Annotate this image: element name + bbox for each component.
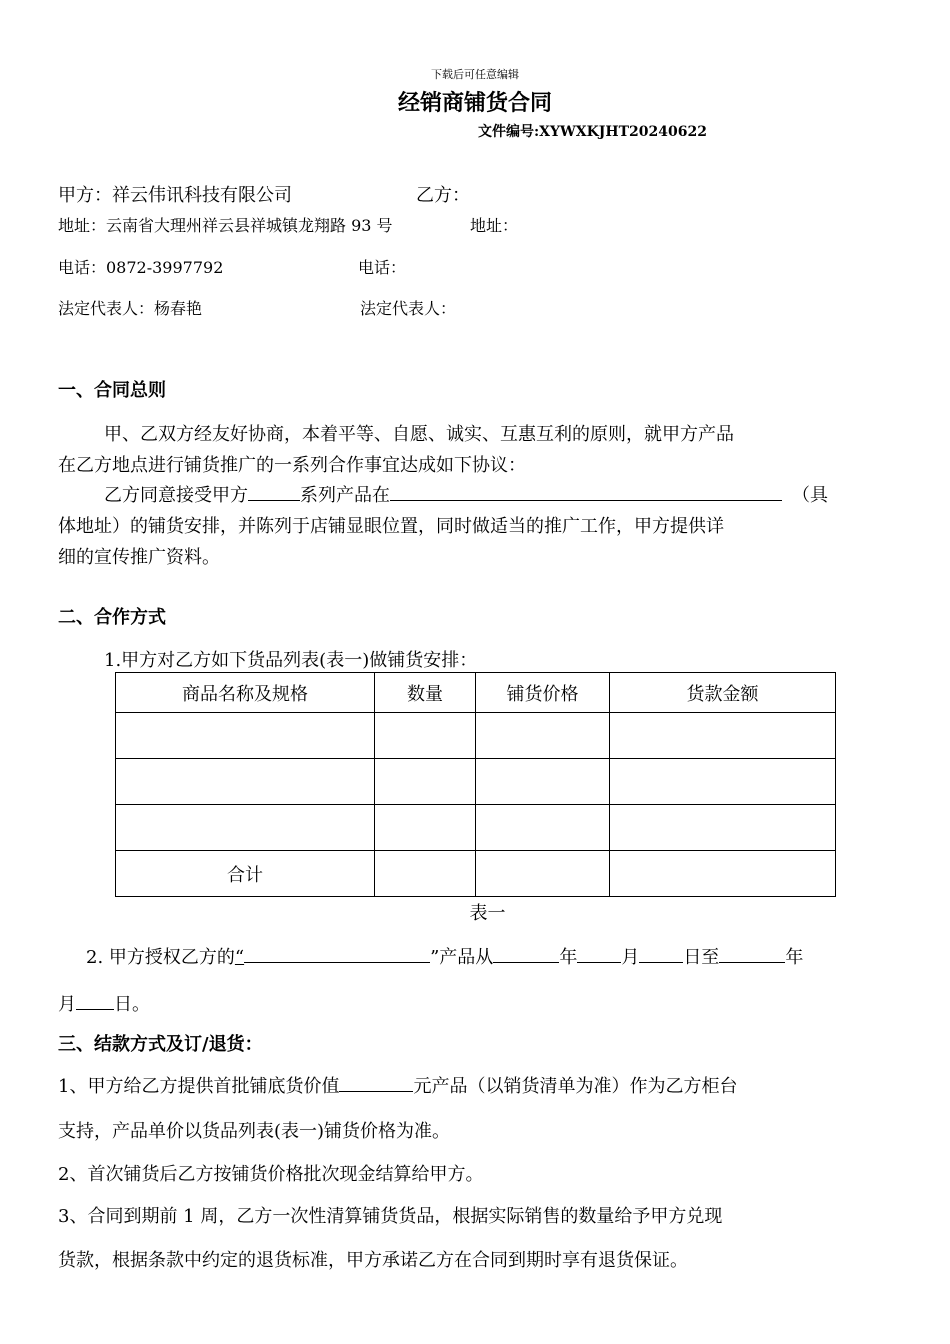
table-cell[interactable] xyxy=(610,805,836,851)
item2-open-quote: “ xyxy=(234,947,245,968)
table-header-row xyxy=(116,673,836,713)
table-cell[interactable] xyxy=(116,805,375,851)
column-header: 商品名称及规格 xyxy=(116,673,375,713)
item2-text-a: 2. 甲方授权乙方的 xyxy=(86,947,235,968)
start-month-blank xyxy=(577,944,621,963)
table-row xyxy=(116,805,836,851)
start-day-blank xyxy=(639,944,683,963)
section1-para2-line2: 体地址）的铺货安排，并陈列于店铺显眼位置，同时做适当的推广工作，甲方提供详 xyxy=(58,516,724,537)
item2-year-label: 年 xyxy=(559,947,578,968)
table-cell[interactable] xyxy=(116,713,375,759)
table-caption: 表一 xyxy=(469,903,506,924)
item2-end-month-label: 月 xyxy=(58,994,76,1015)
table-cell[interactable] xyxy=(375,851,476,897)
end-month-day-blank xyxy=(76,991,114,1010)
document-number: 文件编号:XYWXKJHT20240622 xyxy=(478,124,707,140)
party-b-name: 乙方： xyxy=(416,185,470,206)
table-cell[interactable] xyxy=(476,851,610,897)
party-b-phone: 电话： xyxy=(358,258,407,277)
section3-clause3-line1: 3、合同到期前 1 周，乙方一次性清算铺货货品，根据实际销售的数量给予甲方兑现 xyxy=(58,1206,723,1227)
party-b-address: 地址： xyxy=(470,216,519,235)
table-cell[interactable] xyxy=(476,713,610,759)
section2-heading: 二、合作方式 xyxy=(58,607,166,628)
start-year-blank xyxy=(493,944,559,963)
party-a-name: 甲方：祥云伟讯科技有限公司 xyxy=(58,185,292,206)
section3-clause1-line2: 支持，产品单价以货品列表(表一)铺货价格为准。 xyxy=(58,1121,451,1142)
table-row xyxy=(116,713,836,759)
section2-item1: 1.甲方对乙方如下货品列表(表一)做铺货安排： xyxy=(104,650,478,671)
end-year-blank xyxy=(719,944,785,963)
section1-para1-line1: 甲、乙双方经友好协商，本着平等、自愿、诚实、互惠互利的原则，就甲方产品 xyxy=(104,424,734,445)
table-cell[interactable] xyxy=(116,759,375,805)
party-a-address: 地址：云南省大理州祥云县祥城镇龙翔路 93 号 xyxy=(58,216,393,235)
para2-text-b: 系列产品在 xyxy=(300,485,390,506)
section1-para2-line3: 细的宣传推广资料。 xyxy=(58,547,220,568)
table-cell[interactable] xyxy=(476,759,610,805)
clause1-text-a: 1、甲方给乙方提供首批铺底货价值 xyxy=(58,1076,340,1097)
item2-month-label: 月 xyxy=(621,947,640,968)
contract-title: 经销商铺货合同 xyxy=(397,90,552,116)
section1-para2-line1 xyxy=(104,481,828,507)
item2-end-day-label: 日。 xyxy=(114,994,150,1015)
column-header: 铺货价格 xyxy=(476,673,610,713)
item2-until-label: 日至 xyxy=(683,947,720,968)
section3-clause3-line2: 货款，根据条款中约定的退货标准，甲方承诺乙方在合同到期时享有退货保证。 xyxy=(58,1250,688,1271)
item2-text-c: ”产品从 xyxy=(430,947,494,968)
item2-end-year-label: 年 xyxy=(785,947,804,968)
clause1-text-b: 元产品（以销货清单为准）作为乙方柜台 xyxy=(413,1076,738,1097)
table-cell[interactable] xyxy=(375,805,476,851)
table-row xyxy=(116,759,836,805)
table-cell[interactable] xyxy=(375,759,476,805)
section2-item2-line2 xyxy=(58,990,150,1016)
party-a-representative: 法定代表人：杨春艳 xyxy=(58,299,203,318)
product-blank xyxy=(244,944,430,963)
section3-heading: 三、结款方式及订/退货： xyxy=(58,1034,263,1055)
party-b-representative: 法定代表人： xyxy=(360,299,457,318)
address-blank xyxy=(390,482,782,501)
section1-para1-line2: 在乙方地点进行铺货推广的一系列合作事宜达成如下协议： xyxy=(58,455,526,476)
total-label: 合计 xyxy=(116,851,375,897)
section2-item2-line1 xyxy=(86,943,803,969)
table-cell[interactable] xyxy=(375,713,476,759)
table-cell[interactable] xyxy=(610,759,836,805)
section3-clause2: 2、首次铺货后乙方按铺货价格批次现金结算给甲方。 xyxy=(58,1164,484,1185)
para2-text-a: 乙方同意接受甲方 xyxy=(104,485,248,506)
table-cell[interactable] xyxy=(610,713,836,759)
table-cell[interactable] xyxy=(476,805,610,851)
column-header: 货款金额 xyxy=(610,673,836,713)
table-cell[interactable] xyxy=(610,851,836,897)
initial-value-blank xyxy=(339,1073,413,1092)
column-header: 数量 xyxy=(375,673,476,713)
download-hint: 下载后可任意编辑 xyxy=(431,68,519,81)
goods-table xyxy=(115,672,836,897)
party-a-phone: 电话：0872-3997792 xyxy=(58,258,224,277)
section3-clause1-line1 xyxy=(58,1072,737,1098)
section1-heading: 一、合同总则 xyxy=(58,380,166,401)
para2-text-c: （具 xyxy=(792,485,828,506)
series-blank xyxy=(248,482,300,501)
table-total-row xyxy=(116,851,836,897)
